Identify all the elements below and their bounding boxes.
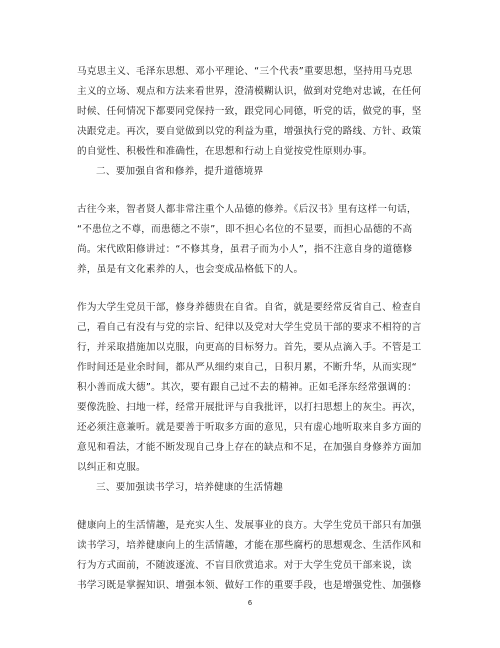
text-line: 作为大学生党员干部，修身养德贵在自省。自省，就是要经常反省自己、检查自	[77, 302, 422, 313]
text-line: 的自觉性、积极性和准确性，在思想和行动上自觉按党性原则办事。	[77, 146, 373, 157]
text-line: 尚。宋代欧阳修讲过：“不修其身，虽君子而为小人”，指不注意自身的道德修	[77, 244, 413, 255]
text-line: 作时间还是业余时间，都从严从细约束自己，日积月累，不断升华，从而实现“	[77, 362, 417, 373]
text-line: 书学习既是掌握知识、增强本领、做好工作的重要手段，也是增强党性、加强修	[77, 580, 422, 591]
paragraph-party-loyalty	[77, 62, 424, 162]
text-line: 主义的立场、观点和方法来看世界，澄清模糊认识，做到对党绝对忠诚，在任何	[77, 86, 422, 97]
text-line: 决跟党走。再次，要自觉做到以党的利益为重，增强执行党的路线、方针、政策	[77, 126, 422, 137]
section-heading-3: 三、要加强读书学习，培养健康的生活情趣	[96, 482, 284, 493]
text-line: 还必须注意兼听。就是要善于听取多方面的意见，只有虚心地听取来自多方面的	[77, 422, 422, 433]
text-line: 己，看自己有没有与党的宗旨、纪律以及党对大学生党员干部的要求不相符的言	[77, 322, 422, 333]
text-line: 行，并采取措施加以克服，向更高的目标努力。首先，要从点滴入手。不管是工	[77, 342, 422, 353]
text-line: 积小善而成大德”。其次，要有跟自己过不去的精神。正如毛泽东经常强调的：	[77, 382, 417, 393]
text-line: “不患位之不尊，而患德之不崇”，即不担心名位的不显要，而担心品德的不高	[77, 224, 413, 235]
paragraph-reading-study	[77, 516, 424, 596]
paragraph-moral-cultivation	[77, 200, 424, 280]
paragraph-self-reflection	[77, 298, 424, 478]
text-line: 以纠正和克服。	[77, 462, 146, 473]
text-line: 意见和看法，才能不断发现自己身上存在的缺点和不足，在加强自身修养方面加	[77, 442, 422, 453]
text-line: 健康向上的生活情趣，是充实人生、发展事业的良方。大学生党员干部只有加强	[77, 520, 422, 531]
document-body	[77, 62, 424, 596]
section-heading-2: 二、要加强自省和修养，提升道德境界	[96, 166, 264, 177]
text-line: 马克思主义、毛泽东思想、邓小平理论、“三个代表”重要思想，坚持用马克思	[77, 66, 413, 77]
text-line: 行为方式面前，不随波逐流、不盲目欣赏追求。对于大学生党员干部来说，读	[77, 560, 412, 571]
text-line: 养，虽是有文化素养的人，也会变成品格低下的人。	[77, 264, 304, 275]
text-line: 读书学习，培养健康向上的生活情趣，才能在那些腐朽的思想观念、生活作风和	[77, 540, 422, 551]
page-number: 6	[247, 599, 253, 607]
text-line: 要像洗脸、扫地一样，经常开展批评与自我批评，以打扫思想上的灰尘。再次，	[77, 402, 422, 413]
text-line: 古往今来，智者贤人都非常注重个人品德的修养。《后汉书》里有这样一句话，	[77, 204, 417, 215]
text-line: 时候、任何情况下都要同党保持一致，跟党同心同德，听党的话，做党的事，坚	[77, 106, 422, 117]
